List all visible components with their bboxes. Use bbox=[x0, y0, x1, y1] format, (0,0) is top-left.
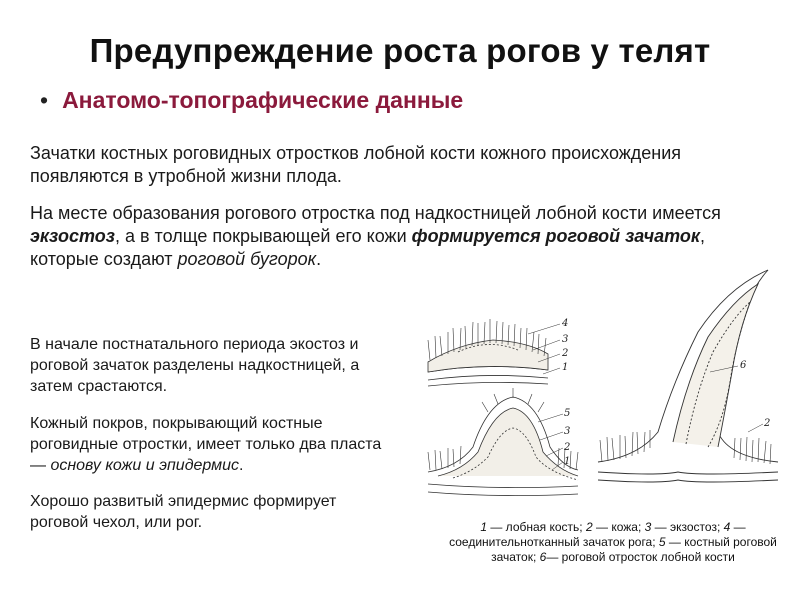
p2-part2: , а в толще покрывающей его кожи bbox=[114, 226, 412, 246]
panel-c-label-2: 2 bbox=[764, 418, 771, 429]
lc2-text: Кожный покров, покрывающий костные роговидные отростки, имеет только два пласта — bbox=[30, 415, 382, 474]
figure-caption bbox=[448, 520, 778, 565]
caption-t6: — роговой отросток лобной кости bbox=[546, 550, 735, 564]
p2-part1: На месте образования рогового отростка под надкостницей лобной кости имеется bbox=[30, 203, 721, 223]
term-horn-tubercle: роговой бугорок bbox=[177, 249, 317, 269]
term-exostosis: экзостоз bbox=[30, 226, 115, 246]
caption-t3: — экзостоз; bbox=[651, 520, 724, 534]
p2-part4: . bbox=[316, 249, 322, 269]
panel-b-label-2: 2 bbox=[564, 442, 571, 453]
page-title: Предупреждение роста рогов у телят bbox=[89, 32, 711, 69]
paragraph-exostosis bbox=[30, 202, 770, 271]
panel-b-label-3: 3 bbox=[564, 426, 571, 437]
p2-part3: , которые создают bbox=[30, 226, 706, 269]
panel-b-label-5: 5 bbox=[564, 408, 571, 419]
section-heading bbox=[40, 87, 463, 114]
caption-n3: 3 bbox=[644, 520, 652, 534]
skin-layers-paragraph bbox=[30, 413, 390, 476]
figure-panel-a bbox=[428, 319, 560, 386]
lc2-end: . bbox=[239, 457, 244, 474]
panel-a-label-3: 3 bbox=[562, 334, 569, 345]
panel-b-label-1: 1 bbox=[564, 456, 571, 467]
panel-a-label-4: 4 bbox=[562, 318, 569, 329]
caption-n6: 6 bbox=[539, 550, 547, 564]
caption-n1: 1 bbox=[480, 520, 488, 534]
epidermis-paragraph: Хорошо развитый эпидермис формирует роговой чехол, или рог. bbox=[30, 493, 337, 531]
panel-a-label-2: 2 bbox=[562, 348, 569, 359]
caption-t2: — кожа; bbox=[592, 520, 645, 534]
caption-n2: 2 bbox=[585, 520, 593, 534]
postnatal-paragraph: В начале постнатального периода экостоз и роговой зачаток разделены надкостницей, а затем срастаются. bbox=[30, 336, 360, 395]
figure-panel-c bbox=[598, 270, 778, 482]
panel-c-label-6: 6 bbox=[740, 360, 747, 371]
caption-t4: — соединительнотканный зачаток рога; bbox=[449, 520, 746, 549]
caption-n5: 5 bbox=[658, 535, 666, 549]
panel-a-label-1: 1 bbox=[562, 362, 569, 373]
caption-n4: 4 bbox=[723, 520, 731, 534]
figure-panel-b bbox=[428, 388, 578, 496]
caption-t5: — костный роговой зачаток; bbox=[491, 535, 777, 564]
term-forms-horn-bud: формируется роговой зачаток bbox=[411, 226, 701, 246]
caption-t1: — лобная кость; bbox=[487, 520, 586, 534]
section-heading-text: Анатомо-топографические данные bbox=[62, 87, 464, 113]
horn-development-figure bbox=[418, 262, 788, 510]
paragraph-embryonic: Зачатки костных роговидных отростков лобной кости кожного происхождения появляются в утробной жизни плода. bbox=[30, 143, 682, 186]
lc2-emphasis: основу кожи и эпидермис bbox=[50, 457, 240, 474]
bullet-icon: • bbox=[40, 87, 49, 113]
